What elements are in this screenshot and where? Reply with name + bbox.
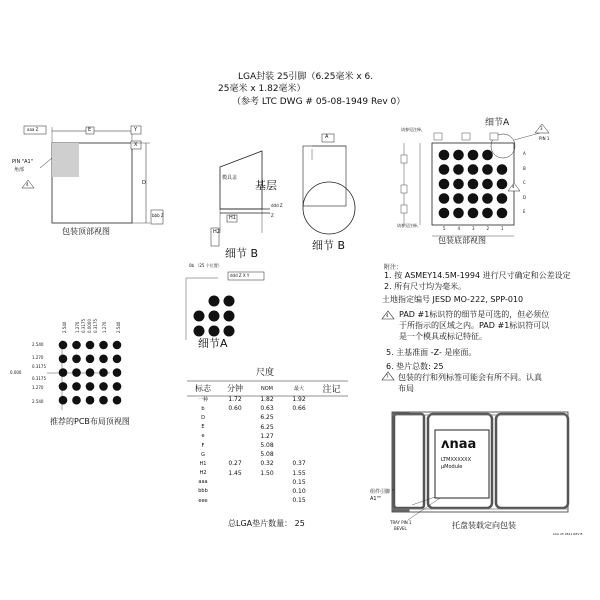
detail-a-pad [194, 311, 205, 322]
dim-table-cell [219, 496, 251, 505]
see-note-2: 请参见注释。 [397, 223, 421, 228]
dim-table-cell [315, 413, 348, 422]
dim-table-cell: e [201, 433, 205, 440]
row-letter: B [523, 165, 526, 171]
dim-table-cell: G [201, 451, 205, 458]
pcb-pad [113, 355, 122, 364]
dim-table-cell [219, 487, 251, 496]
bottom-pad [439, 164, 450, 175]
pcb-top-dim: 1.270 [102, 321, 107, 333]
dim-table-cell: 1.45 [228, 469, 242, 477]
detail-a-pad [224, 311, 235, 322]
top-ref-x: X [134, 142, 138, 148]
dim-table-cell [315, 404, 348, 413]
bottom-pad [453, 179, 464, 190]
detail-a-pad [209, 326, 220, 337]
pin-a1-label: PIN "A1" [12, 159, 34, 165]
detail-b-caption: 细节 B [225, 247, 259, 260]
pcb-left-dim: 2.540 [32, 342, 44, 347]
column-number: 2 [486, 226, 490, 231]
note-4a: PAD #1标识符的细节是可选的，但必须位 [399, 310, 550, 319]
detail-a-pad [224, 326, 235, 337]
dim-table-row [187, 496, 348, 505]
pcb-pad [99, 396, 108, 405]
note-6: 6. 垫片总数: 25 [386, 362, 444, 371]
row-letter: E [523, 209, 526, 214]
pcb-zero: 0.000 [10, 370, 22, 375]
dim-table-cell: 0.63 [260, 405, 274, 413]
dim-table-row [187, 404, 348, 413]
bottom-pad [468, 193, 479, 204]
dim-table-cell: F [201, 442, 205, 449]
top-view-caption: 包装顶部视图 [62, 227, 110, 236]
bottom-pad [497, 179, 508, 190]
side-ddd-label: ddd Z [271, 203, 283, 208]
notes-heading: 附注： [384, 264, 403, 271]
col-header: 最大 [293, 386, 304, 392]
dim-table-cell: 1.82 [260, 396, 274, 404]
pin1-label: PIN 1 [539, 136, 550, 141]
side-a-label: A [325, 134, 329, 140]
dim-table-cell [315, 450, 348, 459]
note-7a: 包装的行和列标签可能会有所不同。认真 [398, 373, 542, 382]
bottom-view-caption: 包装底部视图 [438, 236, 486, 245]
bottom-pad [453, 164, 464, 175]
pcb-top-dim: 2.540 [116, 321, 121, 333]
pcb-pad [86, 341, 95, 350]
col-header: 分钟 [227, 384, 243, 393]
tray-logo: ᴧnaa [441, 437, 477, 452]
pcb-pad [59, 355, 68, 364]
dim-table-cell: b [201, 405, 205, 412]
top-aaa-label: aaa Z [27, 127, 39, 132]
title-line1: LGA封装 25引脚（6.25毫米 x 6. [238, 72, 374, 82]
dim-table-row [187, 469, 348, 478]
pcb-view-caption: 推荐的PCB布局顶视图 [50, 417, 130, 426]
dim-table-cell: 1.72 [228, 396, 242, 404]
column-number: 3 [472, 226, 475, 231]
dim-table-cell: H2 [199, 470, 207, 477]
dim-table-cell [219, 413, 251, 422]
pcb-pad [99, 355, 108, 364]
tray-caption: 托盘装载定向包装 [452, 521, 516, 530]
pcb-left-dim: 2.540 [32, 399, 44, 404]
dim-table-cell [315, 469, 348, 478]
dim-table-cell [315, 432, 348, 441]
pcb-left-dim: 0.3175 [32, 364, 46, 369]
side-z-label: Z [271, 213, 274, 218]
pcb-pad [113, 382, 122, 391]
dim-table-cell [251, 496, 283, 505]
pin-a1-corner: 角部 [14, 167, 25, 173]
pcb-pad [59, 341, 68, 350]
dim-table-cell [219, 441, 251, 450]
dim-table-cell: 1.50 [260, 469, 274, 477]
dim-table-cell [219, 423, 251, 432]
detail-a-ddd: ddd Z X Y [230, 273, 250, 278]
pcb-top-dim: 0.3175 [93, 319, 98, 333]
dim-table-cell: bbb [198, 488, 208, 495]
dim-table-cell: 0.66 [292, 405, 306, 413]
pcb-pad [99, 382, 108, 391]
bottom-pad [482, 164, 493, 175]
bottom-pad [453, 193, 464, 204]
bottom-callout-4: 4 [512, 184, 515, 189]
bottom-pad [453, 208, 464, 219]
note-4b: 于所指示的区域之内。PAD #1标识符可以 [399, 321, 550, 330]
pcb-pad [59, 382, 68, 391]
bottom-callout-3: 3 [540, 126, 543, 131]
dim-table-row [187, 478, 348, 487]
dim-table-cell: 一种 [197, 397, 208, 404]
dim-table-row [187, 432, 348, 441]
detail-a-pad [209, 311, 220, 322]
h1-label: H1 [229, 215, 236, 221]
title-line2: 25毫米 x 1.82毫米） [218, 84, 306, 94]
substrate-label: 基层 [255, 179, 277, 192]
dim-table-cell [315, 478, 348, 487]
detail-a-pad-count: 0b （25 个位置） [189, 263, 222, 268]
pcb-pad [99, 368, 108, 377]
dim-table-cell [283, 423, 315, 432]
pcb-pad [59, 368, 68, 377]
note-2: 2. 所有尺寸均为毫米。 [384, 282, 467, 291]
bottom-pad [468, 164, 479, 175]
pcb-left-dim: 1.270 [32, 385, 44, 390]
dim-table-cell: D [201, 414, 205, 421]
note-5: 5. 主基准面 -Z- 是座面。 [386, 348, 477, 357]
detail-a-pad [209, 296, 220, 307]
dim-table-row [187, 487, 348, 496]
dim-table-cell: 0.60 [228, 405, 242, 413]
dim-table-cell: eee [198, 497, 208, 504]
dim-table-cell: E [201, 424, 205, 431]
dim-table-cell: aaa [198, 479, 208, 486]
drawing-ref-code: LGA 25 0811 REV B [553, 532, 583, 536]
pcb-pad [113, 368, 122, 377]
detail-a-pad-group [194, 296, 235, 337]
pin1-corner-zone [52, 143, 79, 177]
bottom-pad [468, 150, 479, 161]
note-4-number: 4 [386, 313, 389, 318]
tray-drawing [392, 412, 568, 520]
detail-a-callout: 细节A [485, 118, 510, 128]
pcb-pad [113, 396, 122, 405]
dim-table-cell [283, 413, 315, 422]
row-letter: D [523, 194, 527, 200]
note-4c: 是一个模具或标记特征。 [399, 332, 487, 341]
pcb-pad [72, 341, 81, 350]
dimension-table [187, 382, 348, 505]
bottom-pad [482, 208, 493, 219]
pcb-pad [72, 368, 81, 377]
dim-table-cell: 0.15 [292, 478, 306, 486]
dim-table-cell: 0.37 [292, 460, 306, 468]
tray-part-number: LTMXXXXXX [441, 457, 472, 463]
tray-pin1-label: 组件引脚 " [370, 489, 394, 495]
dim-table-cell: 0.32 [260, 460, 274, 468]
note-7b: 布局 [398, 384, 414, 393]
pcb-pad [72, 382, 81, 391]
dim-table-cell [283, 432, 315, 441]
pcb-pad [86, 396, 95, 405]
pcb-pad [86, 368, 95, 377]
tray-module-label: μModule [441, 464, 463, 470]
dim-table-cell: 5.08 [260, 442, 274, 450]
column-number: 4 [457, 226, 461, 231]
pcb-pad [86, 382, 95, 391]
bottom-pad [468, 208, 479, 219]
bottom-pad [439, 193, 450, 204]
column-number: 5 [443, 226, 446, 231]
dim-table-row [187, 413, 348, 422]
bottom-pad [482, 193, 493, 204]
dim-table-cell [283, 450, 315, 459]
title-line3: （参考 LTC DWG # 05-08-1949 Rev 0） [232, 97, 406, 107]
dim-table-cell: 0.15 [292, 497, 306, 505]
dim-table-cell [219, 478, 251, 487]
bottom-pad [497, 193, 508, 204]
dim-table-cell: H1 [199, 460, 207, 467]
dim-table-cell: 6.25 [260, 423, 274, 431]
top-dim-e: E [88, 127, 92, 133]
bottom-pad [439, 150, 450, 161]
detail-a-pad [224, 296, 235, 307]
pcb-top-dim: 0.3175 [81, 319, 86, 333]
top-view-drawing [22, 126, 163, 224]
dim-table-cell [315, 496, 348, 505]
tray-pin1-label-2: A1"" [370, 496, 382, 502]
bottom-pad [497, 164, 508, 175]
bottom-pad [439, 208, 450, 219]
note-7-number: 7 [386, 374, 389, 379]
total-pad-count: 总LGA垫片数量： 25 [228, 519, 305, 528]
detail-a-pad [194, 326, 205, 337]
h2-label: H2 [213, 229, 220, 235]
col-header: 注记 [322, 385, 341, 395]
side-view-drawing [211, 134, 355, 246]
dim-table-cell [315, 487, 348, 496]
dim-table-cell: 0.27 [228, 460, 242, 468]
col-header: 标志 [195, 384, 211, 393]
col-header: NOM [261, 385, 273, 392]
bottom-pad [497, 208, 508, 219]
bottom-pad [482, 150, 493, 161]
dim-table-row [187, 441, 348, 450]
bottom-pad [482, 179, 493, 190]
detail-a-caption: 细节A [198, 337, 228, 350]
pcb-top-dim: 1.270 [75, 321, 80, 333]
dim-table-cell [219, 432, 251, 441]
top-bbb-label: bbb Z [152, 213, 164, 218]
dim-table-cell [315, 441, 348, 450]
dim-table-cell [283, 441, 315, 450]
row-letter: A [523, 151, 526, 156]
pcb-left-dim: 1.270 [32, 355, 44, 360]
dim-table-row [187, 423, 348, 432]
see-note-1: 请参见注释。 [401, 127, 425, 132]
dim-table-cell: 0.10 [292, 487, 306, 495]
tray-bevel: BEVEL [394, 526, 407, 531]
dim-table-cell [315, 459, 348, 468]
pcb-top-dim: 0.0000 [87, 319, 92, 333]
dim-table-cell: 6.25 [260, 414, 274, 422]
dim-table-cell [315, 423, 348, 432]
pcb-pad-grid [59, 341, 122, 405]
tray-pin1-bevel: TRAY PIN 1 [390, 520, 412, 525]
note-3: 土地指定编号 JESD MO-222, SPP-010 [382, 295, 524, 304]
pcb-pad [59, 396, 68, 405]
pcb-left-dim: 0.3175 [32, 376, 46, 381]
top-dim-d: D [142, 180, 146, 186]
bottom-pad [439, 179, 450, 190]
bottom-pad [453, 150, 464, 161]
dim-table-cell [315, 395, 348, 404]
note-1: 1. 按 ASMEY14.5M-1994 进行尺寸确定和公差设定 [384, 271, 571, 280]
detail-b-caption-2: 细节 B [312, 239, 346, 252]
row-letter: C [523, 180, 526, 185]
pcb-top-dim: 2.540 [62, 321, 67, 333]
dim-table-cell: 5.08 [260, 451, 274, 459]
dim-table-title: 尺度 [256, 368, 275, 378]
detail-b-circle [303, 182, 355, 234]
pcb-pad [72, 355, 81, 364]
dim-table-header [187, 382, 348, 395]
pcb-pad [72, 396, 81, 405]
top-ref-y: Y [134, 127, 138, 133]
dim-table-cell: 1.55 [292, 469, 306, 477]
dim-table-row [187, 395, 348, 404]
dim-table-cell [251, 478, 283, 487]
bottom-pad [468, 179, 479, 190]
dim-table-cell [251, 487, 283, 496]
dim-table-cell: 1.27 [260, 432, 274, 440]
dim-table-cell: 1.92 [292, 396, 306, 404]
dim-table-row [187, 450, 348, 459]
pcb-pad [113, 341, 122, 350]
pcb-pad [99, 341, 108, 350]
pcb-pad [86, 355, 95, 364]
dim-table-row [187, 459, 348, 468]
top-callout-4: 4 [26, 182, 29, 187]
mold-cap-label: 模具盖 [222, 175, 238, 181]
column-number: 1 [501, 226, 504, 231]
dim-table-cell [219, 450, 251, 459]
